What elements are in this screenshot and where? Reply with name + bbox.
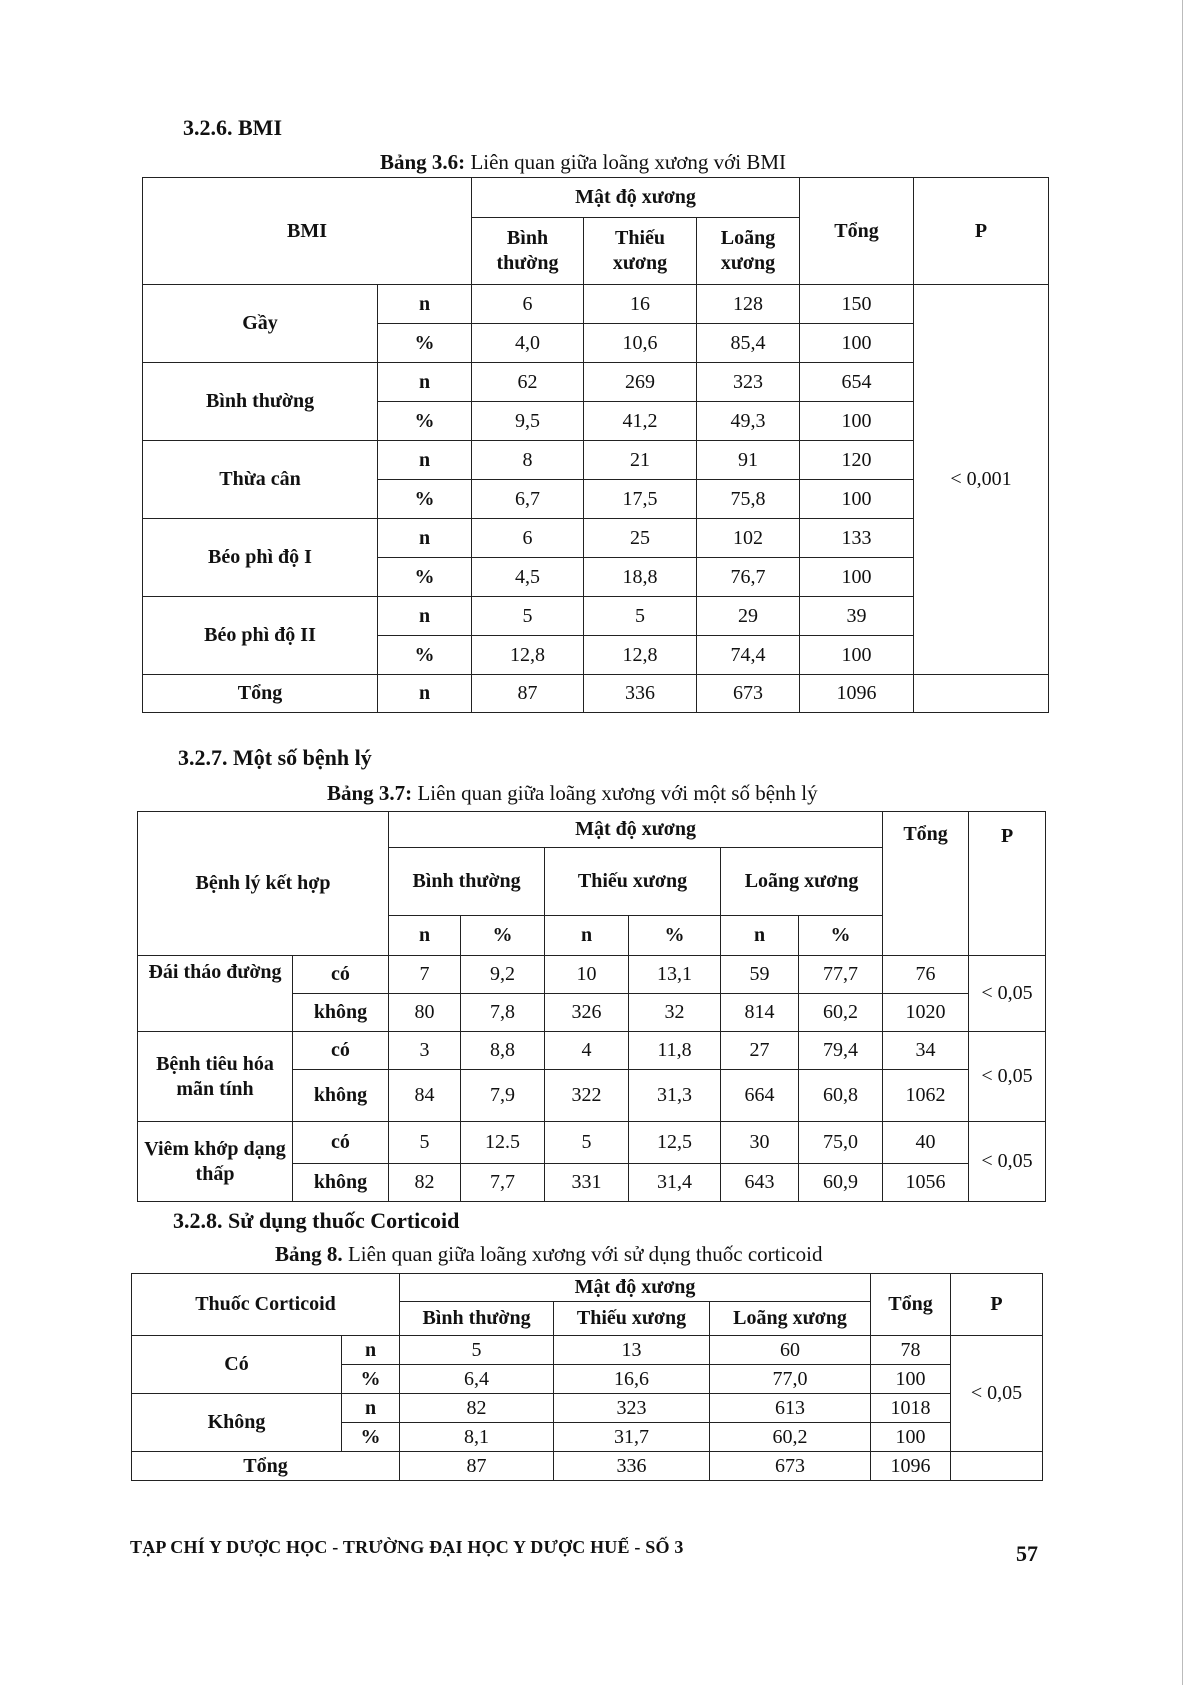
header-p: P	[914, 178, 1049, 285]
cell: 7,9	[461, 1070, 545, 1122]
cell: 31,7	[554, 1423, 710, 1452]
row-type: n	[378, 675, 472, 713]
row-type: n	[342, 1336, 400, 1365]
group-label: Không	[132, 1394, 342, 1452]
table-benh-ly	[137, 811, 1046, 1202]
group-label: Gầy	[143, 285, 378, 363]
cell: 82	[400, 1394, 554, 1423]
cell: 62	[472, 363, 584, 402]
cell: 34	[883, 1032, 969, 1070]
cell: 269	[584, 363, 697, 402]
cell: 8	[472, 441, 584, 480]
header-thieu-xuong: Thiếu xương	[545, 848, 721, 916]
cell: 30	[721, 1122, 799, 1164]
cell: 84	[389, 1070, 461, 1122]
group-label: Béo phì độ II	[143, 597, 378, 675]
cell: 9,5	[472, 402, 584, 441]
table-corticoid	[131, 1273, 1043, 1481]
cell: 100	[800, 402, 914, 441]
header-p: P	[951, 1274, 1043, 1336]
cell: 60,2	[799, 994, 883, 1032]
caption-text: Liên quan giữa loãng xương với một số bệnh lý	[417, 781, 818, 805]
header-thieu-xuong: Thiếu xương	[584, 218, 697, 285]
caption-label: Bảng 3.7:	[327, 781, 413, 805]
cell: 79,4	[799, 1032, 883, 1070]
cell: 5	[472, 597, 584, 636]
cell: 59	[721, 956, 799, 994]
cell: 12.5	[461, 1122, 545, 1164]
journal-footer: TẠP CHÍ Y DƯỢC HỌC - TRƯỜNG ĐẠI HỌC Y DƯỢC HUẾ - SỐ 3	[130, 1537, 684, 1557]
cell: 60	[710, 1336, 871, 1365]
cell: 128	[697, 285, 800, 324]
cell: 13	[554, 1336, 710, 1365]
cell: 5	[400, 1336, 554, 1365]
header-binh-thuong: Bình thường	[400, 1302, 554, 1336]
cell: 4,5	[472, 558, 584, 597]
cell: 12,8	[584, 636, 697, 675]
cell: 27	[721, 1032, 799, 1070]
cell: 1020	[883, 994, 969, 1032]
table-row	[138, 956, 1046, 994]
cell: 814	[721, 994, 799, 1032]
cell: 13,1	[629, 956, 721, 994]
cell: 336	[554, 1452, 710, 1481]
cell: 16	[584, 285, 697, 324]
group-label: Béo phì độ I	[143, 519, 378, 597]
row-type: %	[378, 402, 472, 441]
p-value: < 0,05	[969, 1032, 1046, 1122]
cell: 100	[871, 1365, 951, 1394]
group-label: Viêm khớp dạng thấp	[138, 1122, 293, 1202]
row-type: %	[378, 558, 472, 597]
cell: 12,5	[629, 1122, 721, 1164]
cell: 49,3	[697, 402, 800, 441]
cell: 100	[800, 324, 914, 363]
table-row	[143, 441, 1049, 480]
table-caption-3-6	[380, 150, 786, 175]
cell: 75,0	[799, 1122, 883, 1164]
row-type: %	[342, 1365, 400, 1394]
cell: 76,7	[697, 558, 800, 597]
cell: 6,7	[472, 480, 584, 519]
p-value: < 0,05	[969, 1122, 1046, 1202]
cell: 100	[800, 636, 914, 675]
caption-text: Liên quan giữa loãng xương với BMI	[470, 150, 787, 174]
cell: 133	[800, 519, 914, 558]
cell: 102	[697, 519, 800, 558]
caption-label: Bảng 8.	[275, 1242, 343, 1266]
cell: 31,4	[629, 1164, 721, 1202]
table-caption-8	[275, 1242, 822, 1267]
p-value: < 0,05	[969, 956, 1046, 1032]
cell: 25	[584, 519, 697, 558]
group-label: Bệnh tiêu hóa mãn tính	[138, 1032, 293, 1122]
cell: 120	[800, 441, 914, 480]
cell: 673	[697, 675, 800, 713]
row-type: có	[293, 1122, 389, 1164]
cell: 60,2	[710, 1423, 871, 1452]
cell: 323	[697, 363, 800, 402]
scan-edge-line	[1182, 0, 1183, 1685]
table-row	[138, 1032, 1046, 1070]
row-type: n	[378, 363, 472, 402]
header-n: n	[389, 916, 461, 956]
header-mat-do-xuong: Mật độ xương	[400, 1274, 871, 1302]
cell: 74,4	[697, 636, 800, 675]
cell: 331	[545, 1164, 629, 1202]
cell: 80	[389, 994, 461, 1032]
row-type: n	[378, 441, 472, 480]
row-type: %	[378, 480, 472, 519]
header-tong: Tổng	[800, 178, 914, 285]
cell: 7,8	[461, 994, 545, 1032]
cell: 150	[800, 285, 914, 324]
cell: 87	[472, 675, 584, 713]
cell: 7	[389, 956, 461, 994]
cell: 76	[883, 956, 969, 994]
cell-empty	[951, 1452, 1043, 1481]
row-type: có	[293, 956, 389, 994]
cell: 16,6	[554, 1365, 710, 1394]
row-type: %	[378, 324, 472, 363]
cell: 41,2	[584, 402, 697, 441]
cell: 1096	[800, 675, 914, 713]
header-mat-do-xuong: Mật độ xương	[472, 178, 800, 218]
cell: 613	[710, 1394, 871, 1423]
cell: 323	[554, 1394, 710, 1423]
section-heading-benh-ly: 3.2.7. Một số bệnh lý	[178, 745, 372, 770]
cell: 100	[800, 480, 914, 519]
cell: 60,8	[799, 1070, 883, 1122]
cell: 39	[800, 597, 914, 636]
cell: 673	[710, 1452, 871, 1481]
cell: 1096	[871, 1452, 951, 1481]
p-value: < 0,05	[951, 1336, 1043, 1452]
cell: 664	[721, 1070, 799, 1122]
cell: 1018	[871, 1394, 951, 1423]
row-type: %	[378, 636, 472, 675]
row-type: không	[293, 1070, 389, 1122]
header-n: n	[721, 916, 799, 956]
section-heading-corticoid: 3.2.8. Sử dụng thuốc Corticoid	[173, 1208, 460, 1233]
row-type: n	[342, 1394, 400, 1423]
cell: 85,4	[697, 324, 800, 363]
header-pct: %	[629, 916, 721, 956]
cell: 1062	[883, 1070, 969, 1122]
header-p: P	[969, 812, 1046, 956]
cell: 40	[883, 1122, 969, 1164]
total-label: Tổng	[132, 1452, 400, 1481]
cell: 78	[871, 1336, 951, 1365]
row-type: không	[293, 1164, 389, 1202]
table-bmi	[142, 177, 1049, 713]
group-label: Đái tháo đường	[138, 956, 293, 1032]
cell: 8,8	[461, 1032, 545, 1070]
cell: 77,0	[710, 1365, 871, 1394]
cell: 10,6	[584, 324, 697, 363]
cell: 6	[472, 285, 584, 324]
header-benh-ly-ket-hop: Bệnh lý kết hợp	[138, 812, 389, 956]
cell: 8,1	[400, 1423, 554, 1452]
header-tong: Tổng	[883, 812, 969, 956]
page-number: 57	[1016, 1541, 1038, 1566]
header-loang-xuong: Loãng xương	[710, 1302, 871, 1336]
cell: 6,4	[400, 1365, 554, 1394]
cell: 4,0	[472, 324, 584, 363]
row-type: %	[342, 1423, 400, 1452]
cell: 336	[584, 675, 697, 713]
cell: 17,5	[584, 480, 697, 519]
table-row	[143, 519, 1049, 558]
header-n: n	[545, 916, 629, 956]
header-bmi: BMI	[143, 178, 472, 285]
row-type: n	[378, 597, 472, 636]
cell: 21	[584, 441, 697, 480]
table-row-total	[143, 675, 1049, 713]
row-type: không	[293, 994, 389, 1032]
row-type: n	[378, 519, 472, 558]
header-loang-xuong: Loãng xương	[697, 218, 800, 285]
cell: 3	[389, 1032, 461, 1070]
row-type: n	[378, 285, 472, 324]
header-loang-xuong: Loãng xương	[721, 848, 883, 916]
header-thieu-xuong: Thiếu xương	[554, 1302, 710, 1336]
cell: 654	[800, 363, 914, 402]
cell: 322	[545, 1070, 629, 1122]
p-value: < 0,001	[914, 285, 1049, 675]
cell: 100	[871, 1423, 951, 1452]
cell: 5	[584, 597, 697, 636]
cell: 326	[545, 994, 629, 1032]
cell: 91	[697, 441, 800, 480]
table-row-total	[132, 1452, 1043, 1481]
table-row	[132, 1336, 1043, 1365]
table-row	[143, 363, 1049, 402]
header-binh-thuong: Bình thường	[389, 848, 545, 916]
cell: 6	[472, 519, 584, 558]
cell: 29	[697, 597, 800, 636]
cell: 32	[629, 994, 721, 1032]
section-heading-bmi: 3.2.6. BMI	[183, 115, 282, 140]
cell: 5	[545, 1122, 629, 1164]
group-label: Bình thường	[143, 363, 378, 441]
header-pct: %	[799, 916, 883, 956]
caption-label: Bảng 3.6:	[380, 150, 466, 174]
cell: 1056	[883, 1164, 969, 1202]
table-row	[143, 285, 1049, 324]
cell: 18,8	[584, 558, 697, 597]
cell: 12,8	[472, 636, 584, 675]
cell: 10	[545, 956, 629, 994]
cell: 31,3	[629, 1070, 721, 1122]
cell: 4	[545, 1032, 629, 1070]
cell-empty	[914, 675, 1049, 713]
cell: 77,7	[799, 956, 883, 994]
header-mat-do-xuong: Mật độ xương	[389, 812, 883, 848]
table-row	[143, 597, 1049, 636]
cell: 7,7	[461, 1164, 545, 1202]
row-type: có	[293, 1032, 389, 1070]
caption-text: Liên quan giữa loãng xương với sử dụng thuốc corticoid	[347, 1242, 823, 1266]
cell: 87	[400, 1452, 554, 1481]
total-label: Tổng	[143, 675, 378, 713]
cell: 11,8	[629, 1032, 721, 1070]
header-thuoc-corticoid: Thuốc Corticoid	[132, 1274, 400, 1336]
cell: 5	[389, 1122, 461, 1164]
cell: 60,9	[799, 1164, 883, 1202]
cell: 75,8	[697, 480, 800, 519]
header-tong: Tổng	[871, 1274, 951, 1336]
cell: 9,2	[461, 956, 545, 994]
cell: 100	[800, 558, 914, 597]
header-pct: %	[461, 916, 545, 956]
header-binh-thuong: Bình thường	[472, 218, 584, 285]
table-row	[138, 1122, 1046, 1164]
cell: 82	[389, 1164, 461, 1202]
group-label: Thừa cân	[143, 441, 378, 519]
cell: 643	[721, 1164, 799, 1202]
table-caption-3-7	[327, 781, 818, 806]
table-row	[132, 1394, 1043, 1423]
group-label: Có	[132, 1336, 342, 1394]
